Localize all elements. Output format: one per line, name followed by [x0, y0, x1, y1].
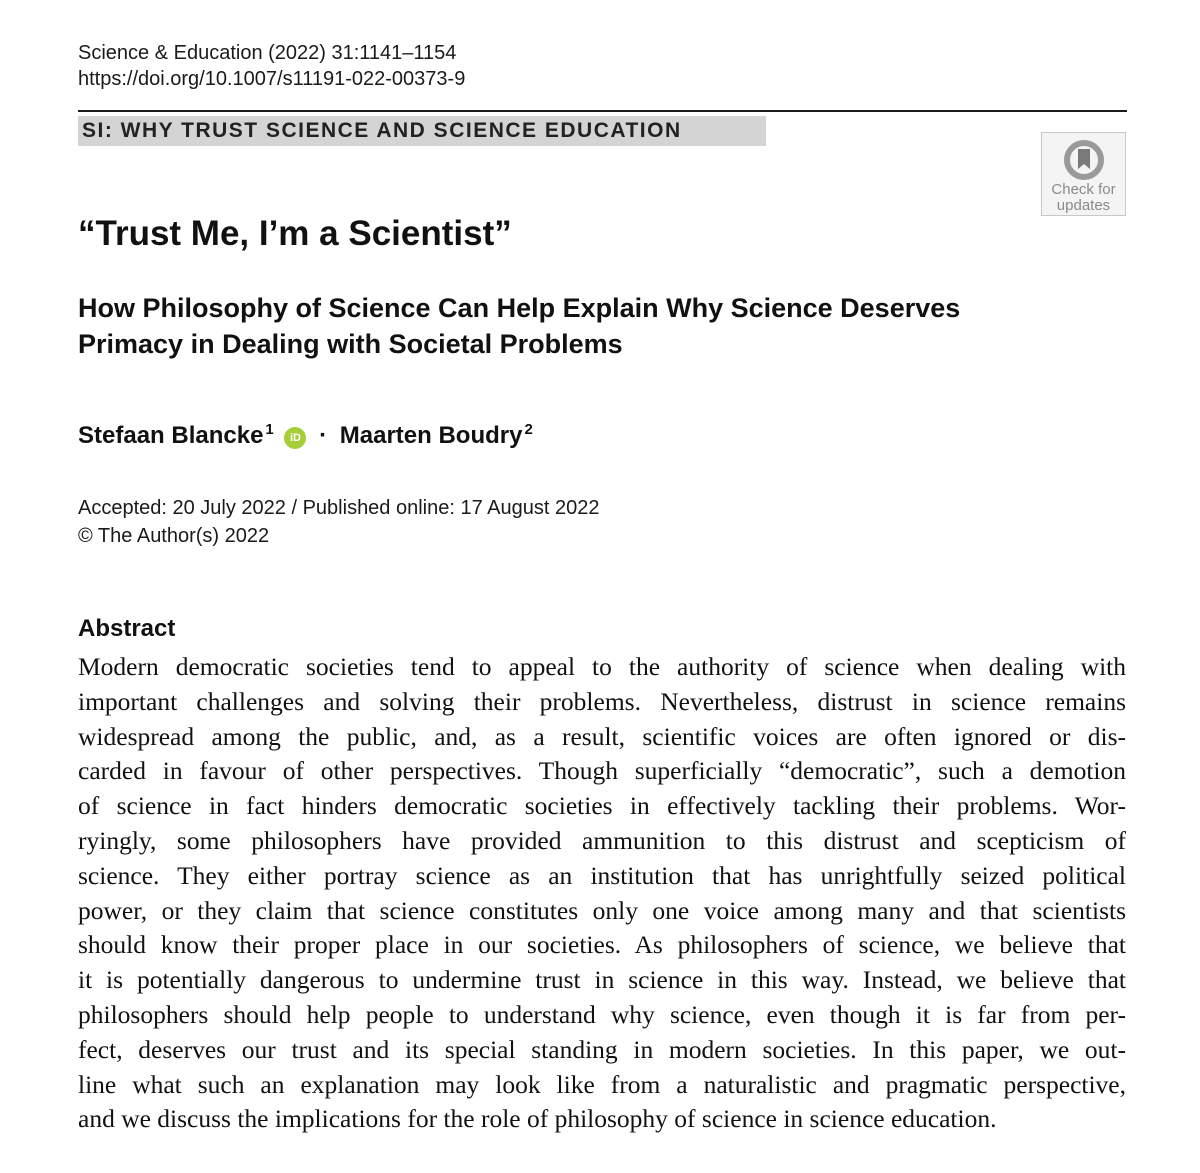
author-name[interactable]: Maarten Boudry	[339, 422, 523, 449]
header-rule	[78, 110, 1127, 112]
accepted-published-line: Accepted: 20 July 2022 / Published online: 17 August 2022	[78, 497, 600, 519]
author-name[interactable]: Stefaan Blancke	[78, 422, 264, 449]
section-label: SI: WHY TRUST SCIENCE AND SCIENCE EDUCATION	[82, 119, 682, 142]
abstract-line: ryingly, some philosophers have provided ammunition to this distrust and scepticism of	[78, 825, 1126, 855]
publication-dates	[78, 494, 600, 550]
abstract-heading: Abstract	[78, 615, 176, 642]
author-separator: ·	[319, 422, 328, 449]
abstract-line: science. They either portray science as an institution that has unrightfully seized political	[78, 860, 1126, 890]
check-for-label: Check for	[1051, 181, 1116, 198]
abstract-line: and we discuss the implications for the role of philosophy of science in science education.	[78, 1104, 997, 1134]
abstract-line: it is potentially dangerous to undermine trust in science in this way. Instead, we believe that	[78, 965, 1126, 995]
bookmark-ring-icon	[1063, 139, 1105, 181]
abstract-line: fect, deserves our trust and its special standing in modern societies. In this paper, we out-	[78, 1034, 1126, 1064]
abstract-line: widespread among the public, and, as a result, scientific voices are often ignored or dis-	[78, 721, 1126, 751]
abstract-line: line what such an explanation may look like from a naturalistic and pragmatic perspective,	[78, 1069, 1126, 1099]
abstract-line: carded in favour of other perspectives. Though superficially “democratic”, such a demotion	[78, 756, 1126, 786]
article-subtitle: How Philosophy of Science Can Help Explain Why Science Deserves Primacy in Dealing with Societal Problems	[78, 293, 961, 359]
affiliation-marker: 2	[524, 421, 533, 438]
orcid-icon[interactable]: iD	[284, 427, 306, 449]
abstract-body	[78, 650, 1126, 1137]
article-title: “Trust Me, I’m a Scientist”	[78, 214, 512, 253]
copyright-line: © The Author(s) 2022	[78, 525, 270, 547]
journal-citation: Science & Education (2022) 31:1141–1154	[78, 42, 457, 64]
abstract-line: philosophers should help people to understand why science, even though it is far from per-	[78, 999, 1126, 1029]
abstract-line: Modern democratic societies tend to appeal to the authority of science when dealing with	[78, 652, 1126, 681]
abstract-line: important challenges and solving their problems. Nevertheless, distrust in science remains	[78, 686, 1126, 716]
abstract-line: power, or they claim that science constitutes only one voice among many and that scientists	[78, 895, 1126, 925]
updates-label: updates	[1056, 197, 1111, 214]
affiliation-marker: 1	[265, 421, 274, 438]
abstract-line: should know their proper place in our societies. As philosophers of science, we believe that	[78, 930, 1126, 960]
abstract-line: of science in fact hinders democratic societies in effectively tackling their problems. Wor-	[78, 791, 1126, 821]
author-list	[78, 414, 533, 452]
check-for-updates-button[interactable]	[1041, 132, 1126, 216]
doi-link[interactable]: https://doi.org/10.1007/s11191-022-00373-9	[78, 68, 466, 90]
